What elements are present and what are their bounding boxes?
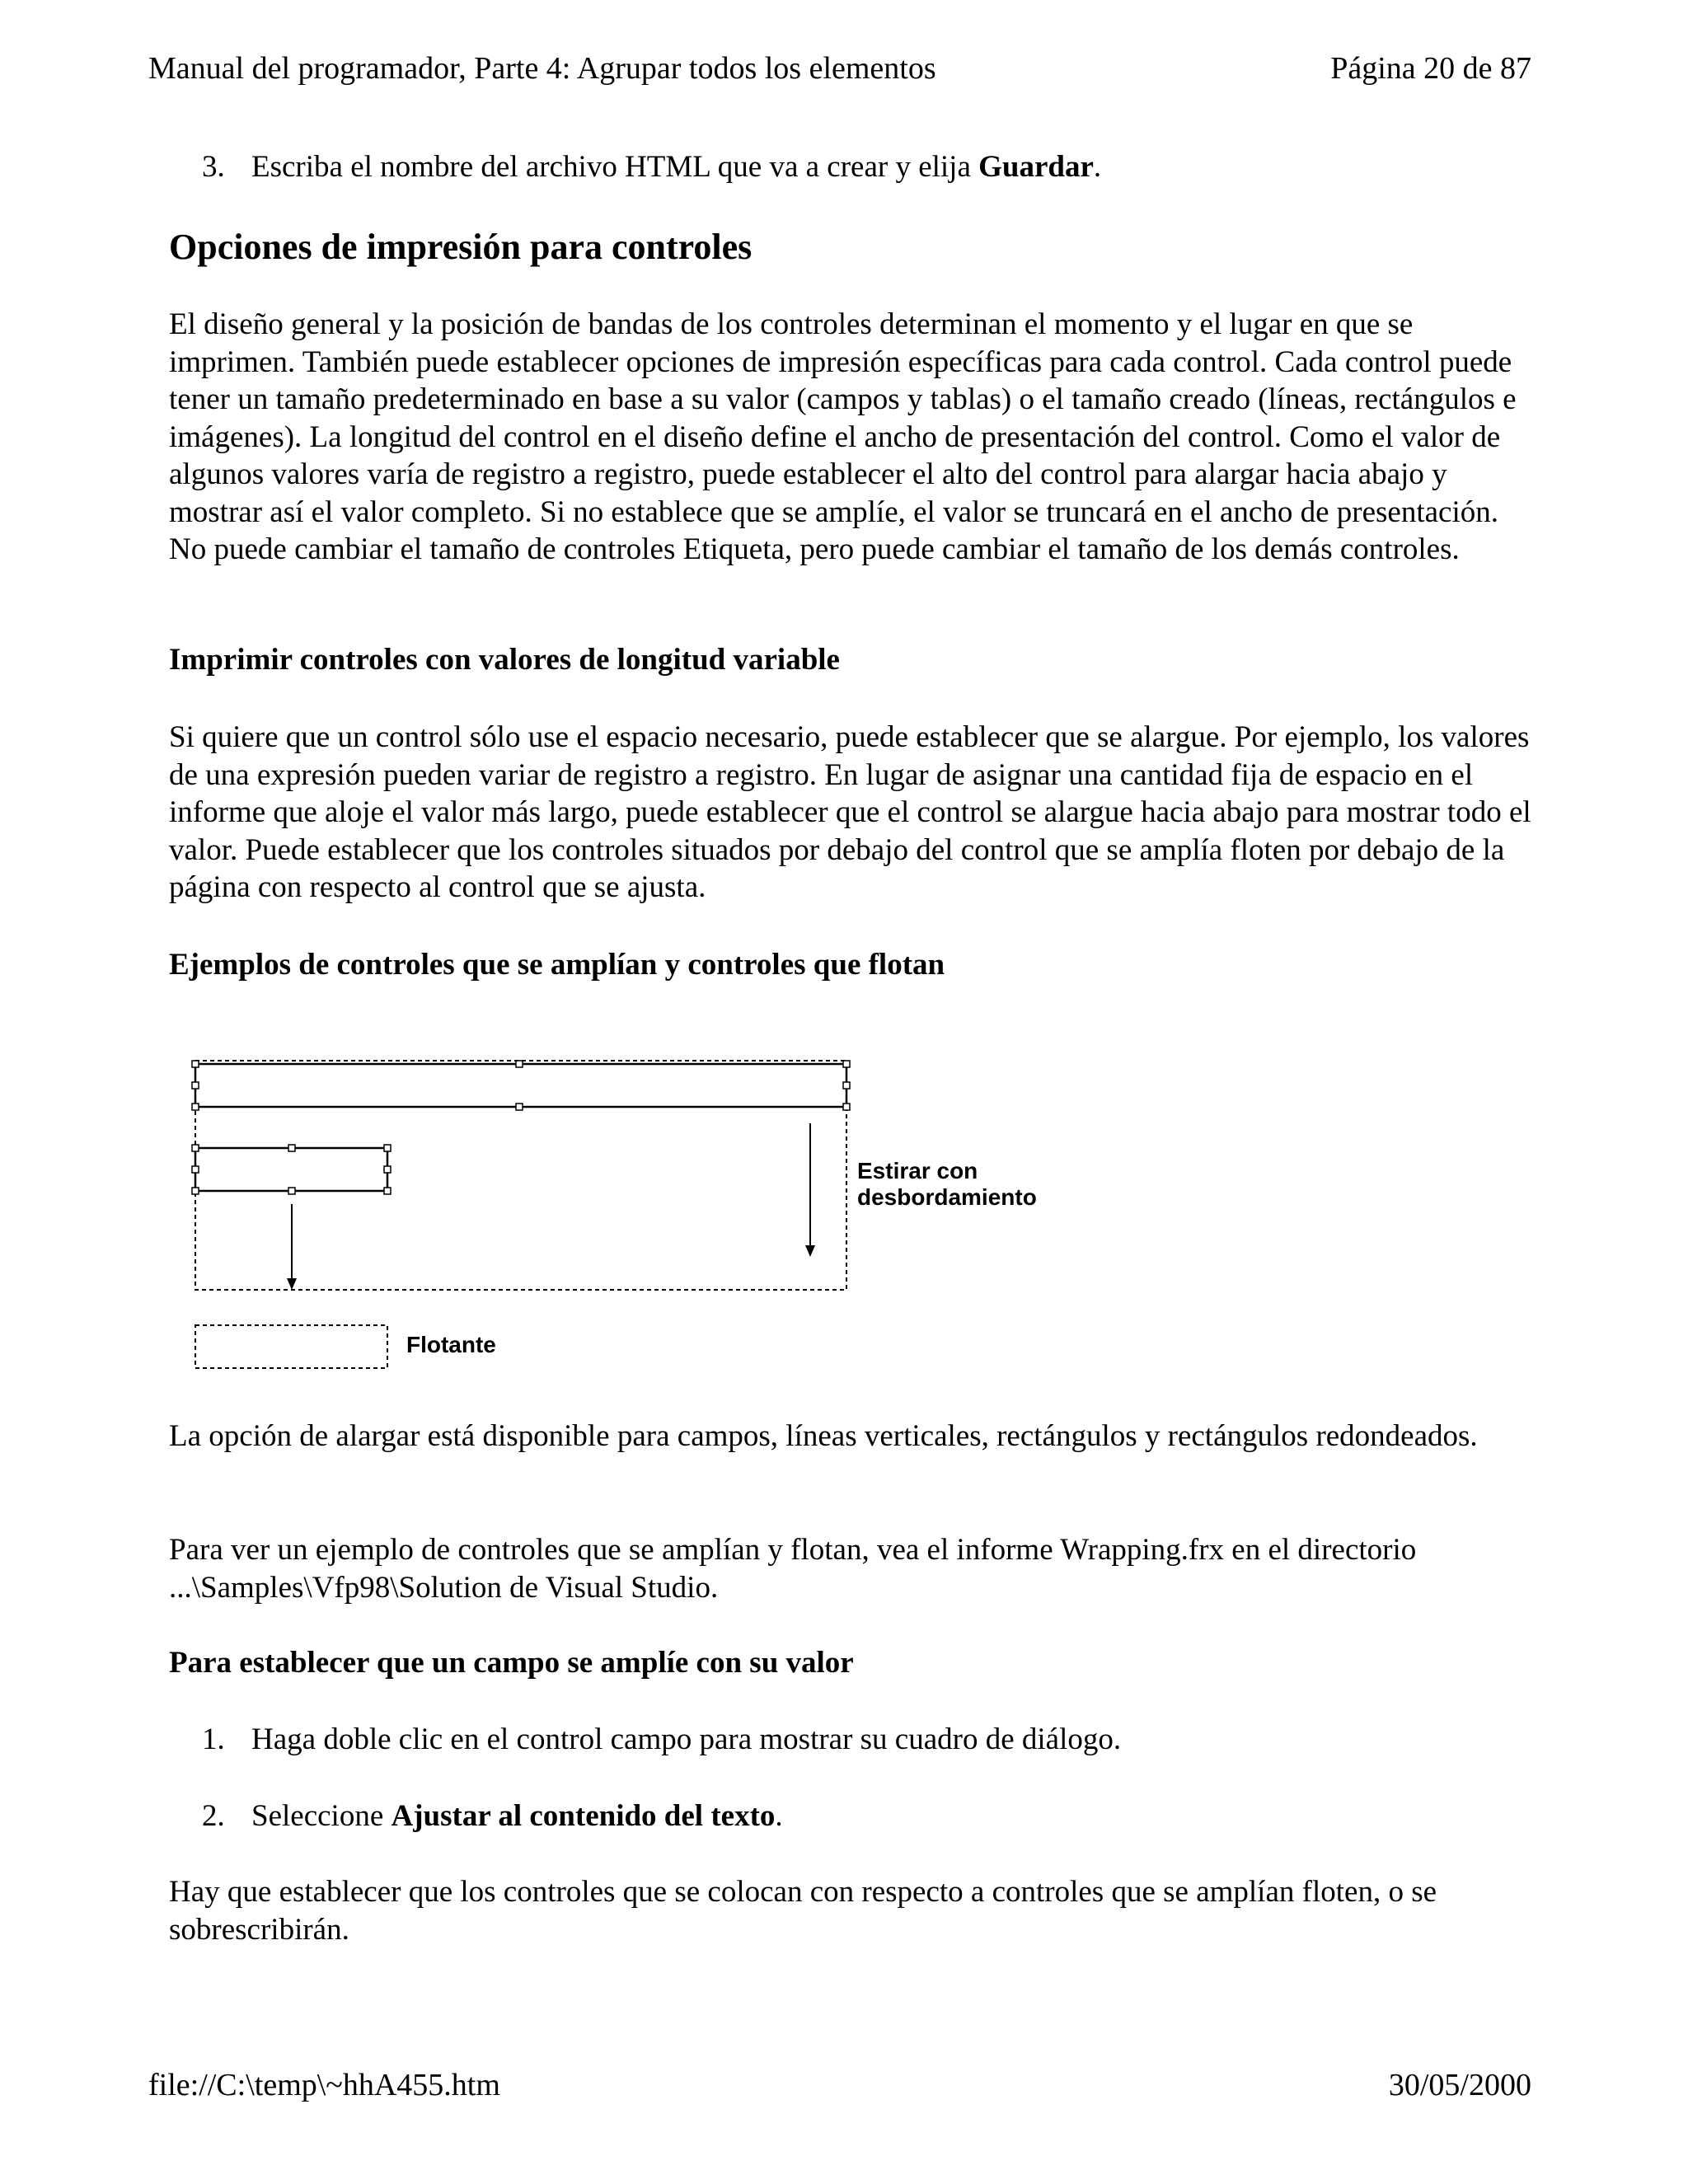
list-number: 2. [202, 1799, 225, 1833]
list-item-step-3 [169, 148, 1537, 186]
list-number: 3. [202, 150, 225, 184]
list-text [251, 148, 1101, 186]
step3-end: . [1093, 150, 1102, 184]
footer-file-path: file://C:\temp\~hhA455.htm [148, 2068, 500, 2102]
subheading-set-field: Para establecer que un campo se amplíe con su valor [169, 1646, 854, 1680]
paragraph-overwrite-note: Hay que establecer que los controles que se colocan con respecto a controles que se amplían floten, o se sobrescribirán. [169, 1875, 1437, 1947]
step3-bold: Guardar [978, 150, 1094, 184]
subheading-examples: Ejemplos de controles que se amplían y controles que flotan [169, 948, 945, 982]
stretch-float-diagram [185, 1051, 1092, 1380]
list-number: 1. [202, 1722, 225, 1756]
float-label: Flotante [406, 1332, 496, 1357]
float-arrow-head [287, 1278, 297, 1290]
paragraph-availability: La opción de alargar está disponible para campos, líneas verticales, rectángulos y rectángulos redondeados. [169, 1419, 1478, 1453]
paragraph-intro: El diseño general y la posición de bandas de los controles determinan el momento y el lugar en que se imprimen. También puede establecer opciones de impresión específicas para cada control. Cada control puede tener un tamaño predeterminado en base a su valor (campos y tablas) o el tamaño creado (líneas, rectángulos e imágenes). La longitud del control en el diseño define el ancho de presentación del control. Como el valor de algunos valores varía de registro a registro, puede establecer el alto del control para alargar hacia abajo y mostrar así el valor completo. Si no establece que se amplíe, el valor se truncará en el ancho de presentación. No puede cambiar el tamaño de controles Etiqueta, pero puede cambiar el tamaño de los demás controles. [169, 307, 1517, 566]
stretch-arrow-head [805, 1245, 815, 1257]
stretch-label-line2: desbordamiento [857, 1184, 1037, 1210]
floating-control-outline [195, 1325, 387, 1368]
step2-bold: Ajustar al contenido del texto [391, 1799, 776, 1833]
list-text [251, 1797, 783, 1835]
list-text: Haga doble clic en el control campo para mostrar su cuadro de diálogo. [251, 1722, 1122, 1756]
small-field-control [195, 1148, 387, 1191]
header-title: Manual del programador, Parte 4: Agrupar todos los elementos [148, 51, 936, 86]
paragraph-example-location: Para ver un ejemplo de controles que se amplían y flotan, vea el informe Wrapping.frx en el directorio ...\Samples\Vfp98\Solution de Visual Studio. [169, 1533, 1417, 1605]
subheading-variable-length: Imprimir controles con valores de longitud variable [169, 643, 840, 677]
step3-text: Escriba el nombre del archivo HTML que va a crear y elija [251, 150, 979, 184]
list-item-step-2 [169, 1797, 1537, 1835]
wide-field-control [195, 1064, 846, 1107]
step2-text: Seleccione [251, 1799, 392, 1833]
paragraph-stretch: Si quiere que un control sólo use el espacio necesario, puede establecer que se alargue. Por ejemplo, los valores de una expresión pueden variar de registro a registro. En lugar de asignar una cantidad fija de espacio en el informe que aloje el valor más largo, puede establecer que el control se alargue hacia abajo para mostrar todo el valor. Puede establecer que los controles situados por debajo del control que se amplía floten por debajo de la página con respecto al control que se ajusta. [169, 720, 1531, 904]
step2-end: . [775, 1799, 783, 1833]
header-page-number: Página 20 de 87 [1330, 51, 1531, 86]
stretch-label-line1: Estirar con [857, 1158, 978, 1183]
section-title: Opciones de impresión para controles [169, 227, 753, 267]
list-item-step-1 [169, 1721, 1537, 1759]
footer-date: 30/05/2000 [1388, 2068, 1531, 2102]
